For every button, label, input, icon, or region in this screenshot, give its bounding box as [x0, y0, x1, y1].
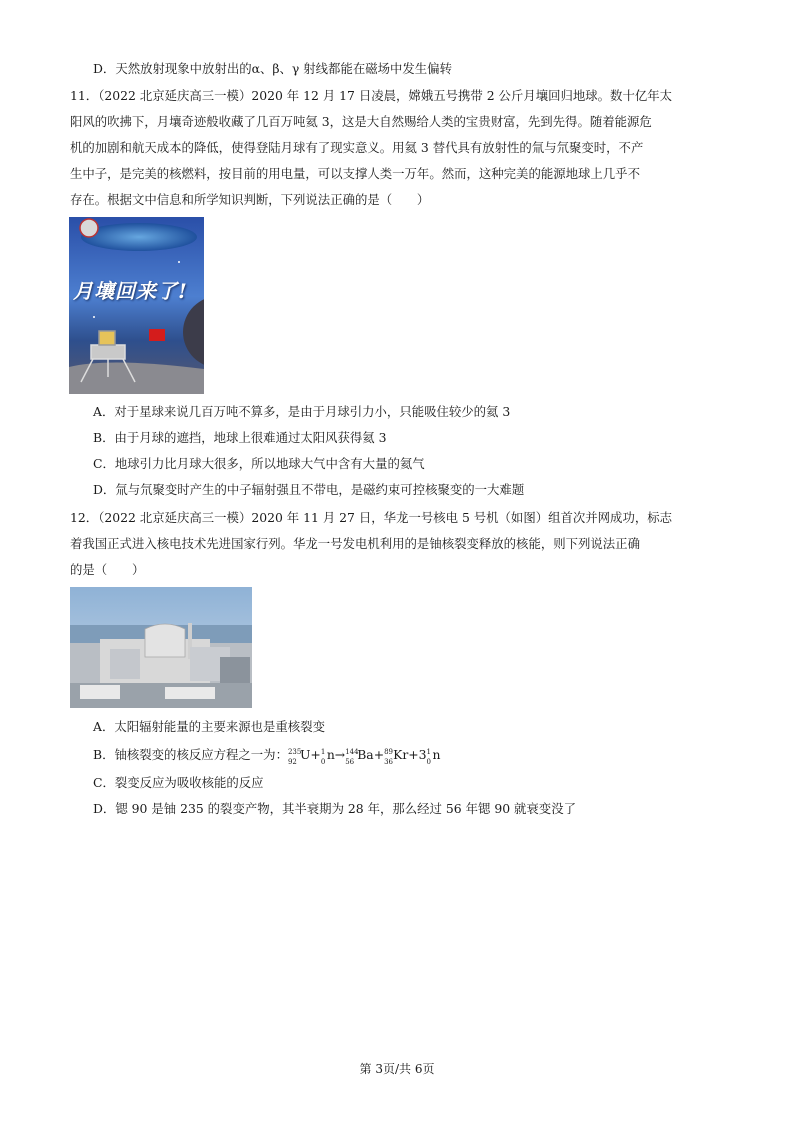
q12-line-3: 的是（ ）	[70, 562, 145, 577]
q12-option-b-text: B．铀核裂变的核反应方程之一为：	[93, 747, 288, 762]
neutron-charge-number: 0	[320, 758, 326, 766]
q11-line-1: 11．（2022 北京延庆高三一模）2020 年 12 月 17 日凌晨，嫦娥五号携带 2 公斤月壤回归地球。数十亿年太	[70, 88, 673, 103]
neutron-symbol: n	[326, 747, 335, 762]
neutron-nuclide	[426, 747, 433, 766]
q11-line-4: 生中子，是完美的核燃料，按目前的用电量，可以支撑人类一万年。然而，这种完美的能源地球上几乎不	[70, 166, 640, 181]
uranium-symbol: U	[299, 747, 311, 762]
q11-line-5: 存在。根据文中信息和所学知识判断，下列说法正确的是（ ）	[70, 192, 430, 207]
q11-line-2: 阳风的吹拂下，月壤奇迹般收藏了几百万吨氦 3，这是大自然赐给人类的宝贵财富，先到先得。随着能源危	[70, 114, 652, 129]
q11-option-d: D．氚与氘聚变时产生的中子辐射强且不带电，是磁约束可控核聚变的一大难题	[93, 482, 525, 497]
barium-mass-number: 144	[345, 748, 359, 756]
krypton-nuclide	[384, 747, 393, 766]
q11-option-a: A．对于星球来说几百万吨不算多，是由于月球引力小，只能吸住较少的氦 3	[93, 404, 511, 419]
q12-option-b	[93, 747, 441, 766]
plus-sign: +	[310, 747, 321, 762]
page-footer: 第 3页/共 6页	[359, 1062, 435, 1076]
q11-option-c: C．地球引力比月球大很多，所以地球大气中含有大量的氦气	[93, 456, 425, 471]
reaction-arrow: →	[334, 747, 346, 762]
neutron-charge-number: 0	[426, 758, 431, 766]
q11-line-3: 机的加剧和航天成本的降低，使得登陆月球有了现实意义。用氦 3 替代具有放射性的氚与氘聚变时，不产	[70, 140, 644, 155]
q12-option-c: C．裂变反应为吸收核能的反应	[93, 775, 264, 790]
plus-sign: +	[373, 747, 385, 762]
nuclear-power-plant-image	[70, 587, 252, 708]
uranium-charge-number: 92	[287, 758, 297, 766]
q12-line-1: 12．（2022 北京延庆高三一模）2020 年 11 月 27 日，华龙一号核电 5 号机（如图）组首次并网成功，标志	[70, 510, 673, 525]
poster-title-text: 月壤回来了!	[73, 279, 188, 303]
neutron-mass-number: 1	[426, 748, 431, 756]
neutron-mass-number: 1	[320, 748, 326, 756]
krypton-charge-number: 36	[384, 758, 393, 766]
neutron-nuclide	[320, 747, 327, 766]
barium-charge-number: 56	[345, 758, 355, 766]
barium-nuclide	[345, 747, 359, 766]
krypton-mass-number: 89	[384, 748, 393, 756]
uranium-nuclide	[287, 747, 302, 766]
krypton-symbol: Kr	[393, 747, 409, 762]
lunar-soil-poster-image	[69, 217, 204, 394]
barium-symbol: Ba	[357, 747, 374, 762]
neutron-symbol: n	[432, 747, 441, 762]
q12-line-2: 着我国正式进入核电技术先进国家行列。华龙一号发电机利用的是铀核裂变释放的核能，则下列说法正确	[70, 536, 640, 551]
q12-option-d: D．锶 90 是铀 235 的裂变产物，其半衰期为 28 年，那么经过 56 年锶 90 就衰变没了	[93, 801, 576, 816]
q11-option-b: B．由于月球的遮挡，地球上很难通过太阳风获得氦 3	[93, 430, 387, 445]
plus-three: +3	[408, 747, 427, 762]
q10-option-d: D．天然放射现象中放射出的α、β、γ 射线都能在磁场中发生偏转	[93, 61, 452, 76]
uranium-mass-number: 235	[287, 748, 302, 756]
q12-option-a: A．太阳辐射能量的主要来源也是重核裂变	[93, 719, 325, 734]
